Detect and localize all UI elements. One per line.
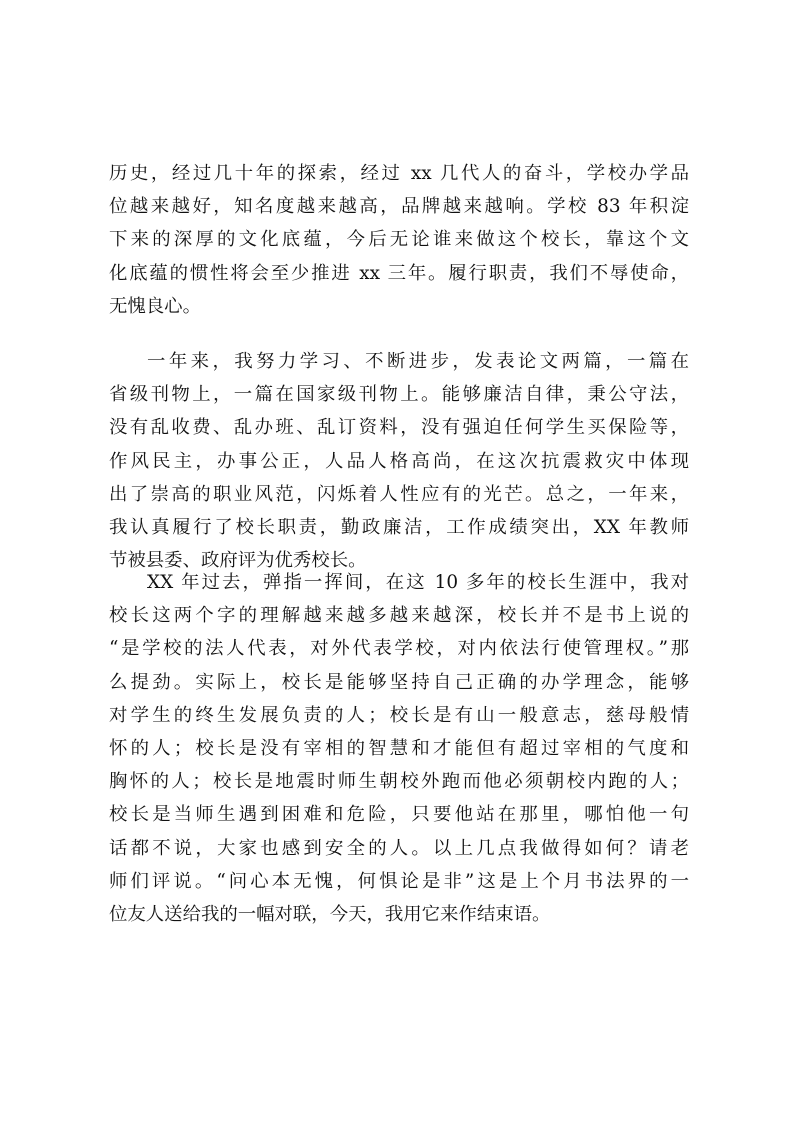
paragraph-line: 话都不说，大家也感到安全的人。以上几点我做得如何？请老: [109, 837, 689, 859]
paragraph-2: [109, 345, 689, 577]
paragraph-line: 省级刊物上，一篇在国家级刊物上。能够廉洁自律，秉公守法，: [109, 384, 689, 406]
paragraph-line: 一年来，我努力学习、不断进步，发表论文两篇，一篇在: [147, 351, 689, 372]
paragraph-line: 无愧良心。: [109, 295, 201, 317]
paragraph-line: 没有乱收费、乱办班、乱订资料，没有强迫任何学生买保险等，: [109, 417, 689, 439]
paragraph-3: [109, 566, 689, 931]
paragraph-line: XX 年过去，弹指一挥间，在这 10 多年的校长生涯中，我对: [147, 572, 689, 593]
paragraph-line: 节被县委、政府评为优秀校长。: [109, 550, 367, 572]
paragraph-line: 对学生的终生发展负责的人；校长是有山一般意志，慈母般情: [109, 704, 689, 726]
paragraph-1: [109, 157, 689, 323]
paragraph-line: 师们评说。“问心本无愧，何惧论是非”这是上个月书法界的一: [109, 870, 689, 892]
paragraph-line: 下来的深厚的文化底蕴，今后无论谁来做这个校长，靠这个文: [109, 229, 689, 251]
paragraph-line: 怀的人；校长是没有宰相的智慧和才能但有超过宰相的气度和: [109, 737, 689, 759]
paragraph-line: 位越来越好，知名度越来越高，品牌越来越响。学校 83 年积淀: [109, 196, 689, 218]
paragraph-line: 校长这两个字的理解越来越多越来越深，校长并不是书上说的: [109, 605, 689, 627]
paragraph-line: 作风民主，办事公正，人品人格高尚，在这次抗震救灾中体现: [109, 450, 689, 472]
paragraph-line: 胸怀的人；校长是地震时师生朝校外跑而他必须朝校内跑的人；: [109, 771, 689, 793]
paragraph-line: 历史，经过几十年的探索，经过 xx 几代人的奋斗，学校办学品: [109, 163, 689, 184]
paragraph-line: 出了崇高的职业风范，闪烁着人性应有的光芒。总之，一年来，: [109, 483, 689, 505]
paragraph-line: 我认真履行了校长职责，勤政廉洁，工作成绩突出，XX 年教师: [109, 516, 689, 538]
paragraph-line: 位友人送给我的一幅对联，今天，我用它来作结束语。: [109, 903, 551, 925]
paragraph-line: “是学校的法人代表，对外代表学校，对内依法行使管理权。”那: [109, 638, 689, 660]
paragraph-line: 校长是当师生遇到困难和危险，只要他站在那里，哪怕他一句: [109, 804, 689, 826]
paragraph-line: 么提劲。实际上，校长是能够坚持自己正确的办学理念，能够: [109, 671, 689, 693]
paragraph-line: 化底蕴的惯性将会至少推进 xx 三年。履行职责，我们不辱使命，: [109, 262, 689, 284]
